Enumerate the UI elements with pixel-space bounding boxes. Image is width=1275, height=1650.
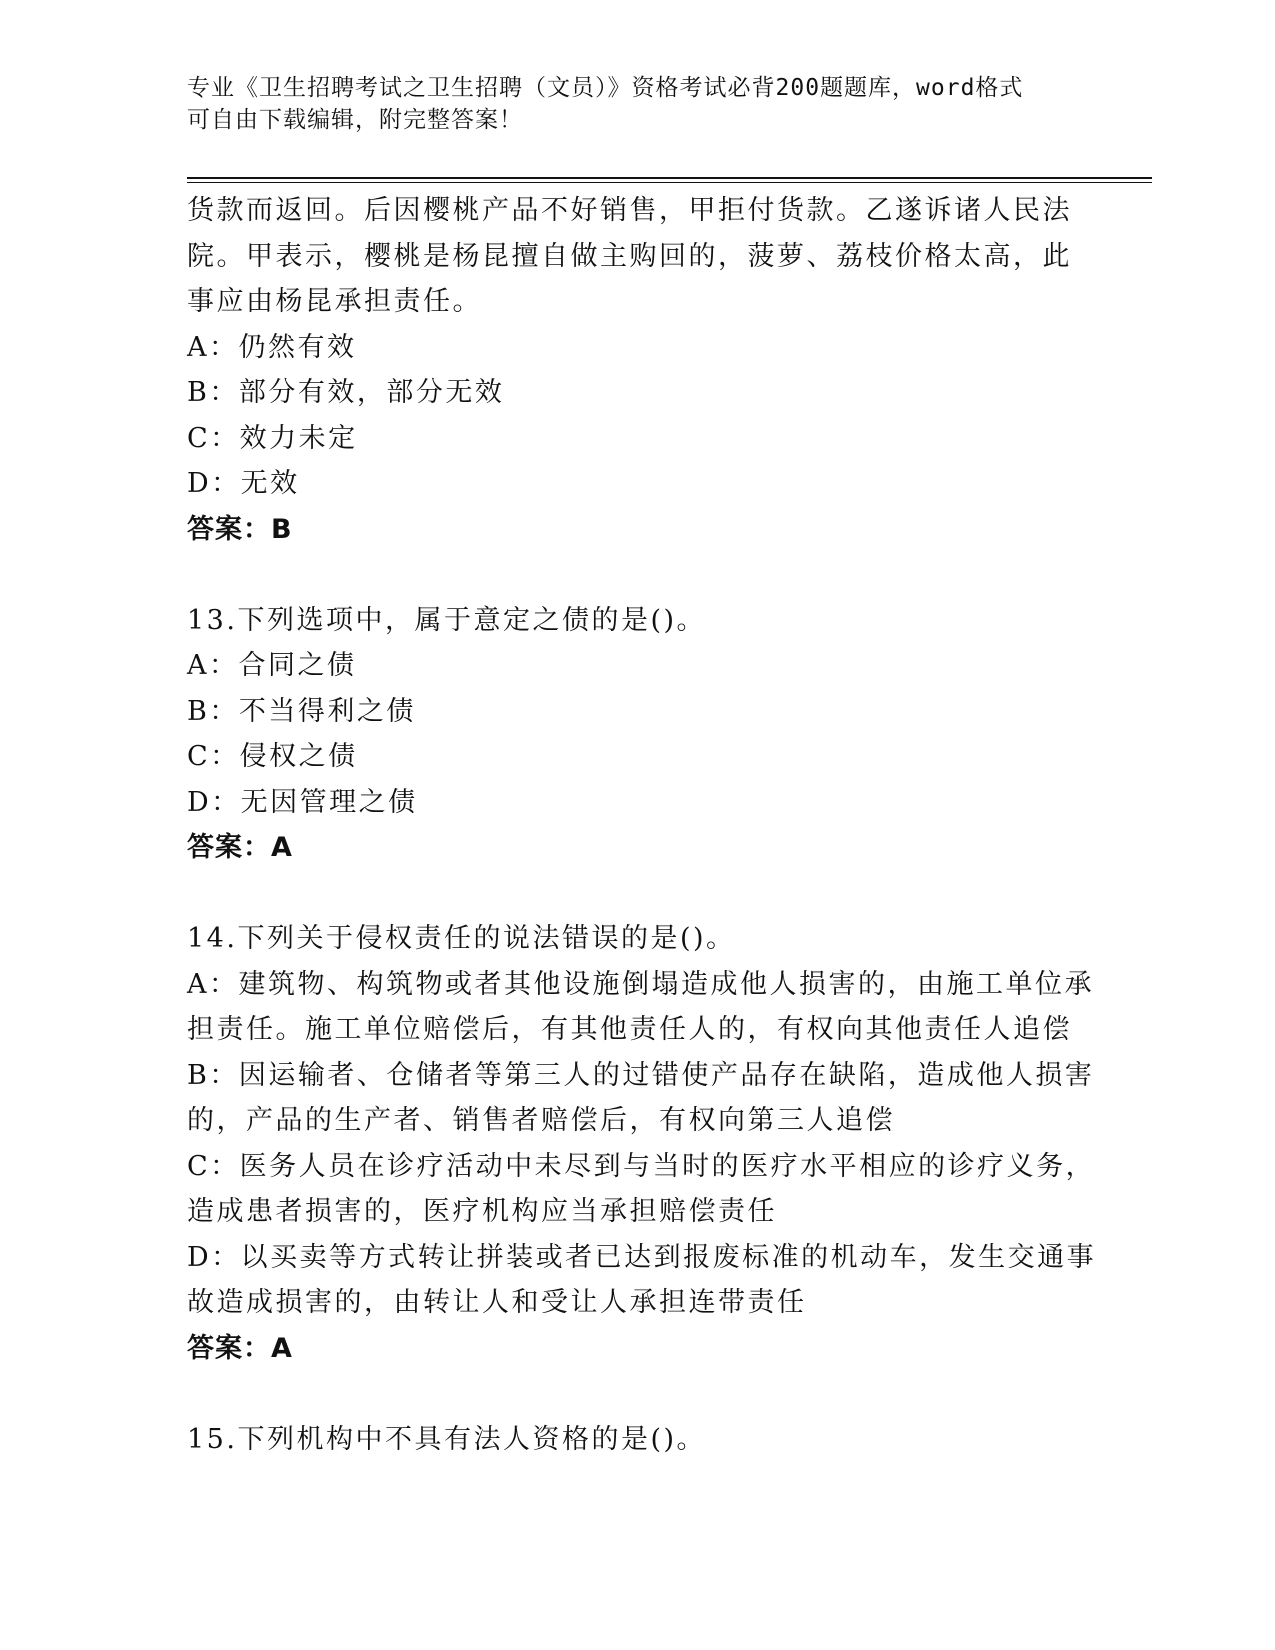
question-12-continued (187, 188, 1077, 552)
spacer (187, 552, 1077, 598)
answer-label: 答案：A (187, 832, 293, 863)
header-divider-thick (187, 177, 1152, 179)
document-header (187, 72, 1067, 136)
header-divider-thin (187, 182, 1152, 183)
question-text-line: 货款而返回。后因樱桃产品不好销售，甲拒付货款。乙遂诉诸人民法 (187, 195, 1072, 226)
question-text-line: 院。甲表示，樱桃是杨昆擅自做主购回的，菠萝、荔枝价格太高，此 (187, 240, 1072, 272)
option-a-line-2: 担责任。施工单位赔偿后，有其他责任人的，有权向其他责任人追偿 (187, 1014, 1072, 1045)
question-13 (187, 598, 1077, 871)
spacer (187, 1371, 1077, 1417)
question-title: 14.下列关于侵权责任的说法错误的是()。 (187, 923, 736, 954)
option-c-line-1: C：医务人员在诊疗活动中未尽到与当时的医疗水平相应的诊疗义务， (187, 1150, 1096, 1182)
option-a: A：合同之债 (187, 650, 357, 681)
answer-label: 答案：A (187, 1332, 293, 1364)
document-body (187, 188, 1097, 1462)
option-d-line-2: 故造成损害的，由转让人和受让人承担连带责任 (187, 1287, 807, 1318)
option-b-line-2: 的，产品的生产者、销售者赔偿后，有权向第三人追偿 (187, 1105, 895, 1136)
option-c-line-2: 造成患者损害的，医疗机构应当承担赔偿责任 (187, 1196, 777, 1227)
option-c: C：侵权之债 (187, 741, 358, 772)
question-title: 15.下列机构中不具有法人资格的是()。 (187, 1423, 707, 1455)
question-15 (187, 1417, 1077, 1463)
header-title-line-1: 专业《卫生招聘考试之卫生招聘（文员）》资格考试必背200题题库，word格式 (187, 75, 1024, 101)
option-a: A：仍然有效 (187, 331, 357, 363)
header-title-line-2: 可自由下载编辑，附完整答案！ (187, 107, 523, 133)
question-text-line: 事应由杨昆承担责任。 (187, 286, 482, 317)
option-b: B：不当得利之债 (187, 695, 416, 727)
answer-label: 答案：B (187, 513, 293, 545)
option-b: B：部分有效，部分无效 (187, 377, 505, 408)
option-d: D：无因管理之债 (187, 786, 418, 818)
option-d: D：无效 (187, 468, 300, 499)
question-title: 13.下列选项中，属于意定之债的是()。 (187, 604, 707, 636)
spacer (187, 871, 1077, 917)
option-d-line-1: D：以买卖等方式转让拼装或者已达到报废标准的机动车，发生交通事 (187, 1241, 1097, 1273)
option-b-line-1: B：因运输者、仓储者等第三人的过错使产品存在缺陷，造成他人损害 (187, 1059, 1095, 1091)
question-14 (187, 916, 1097, 1371)
option-a-line-1: A：建筑物、构筑物或者其他设施倒塌造成他人损害的，由施工单位承 (187, 968, 1094, 1000)
option-c: C：效力未定 (187, 422, 358, 454)
